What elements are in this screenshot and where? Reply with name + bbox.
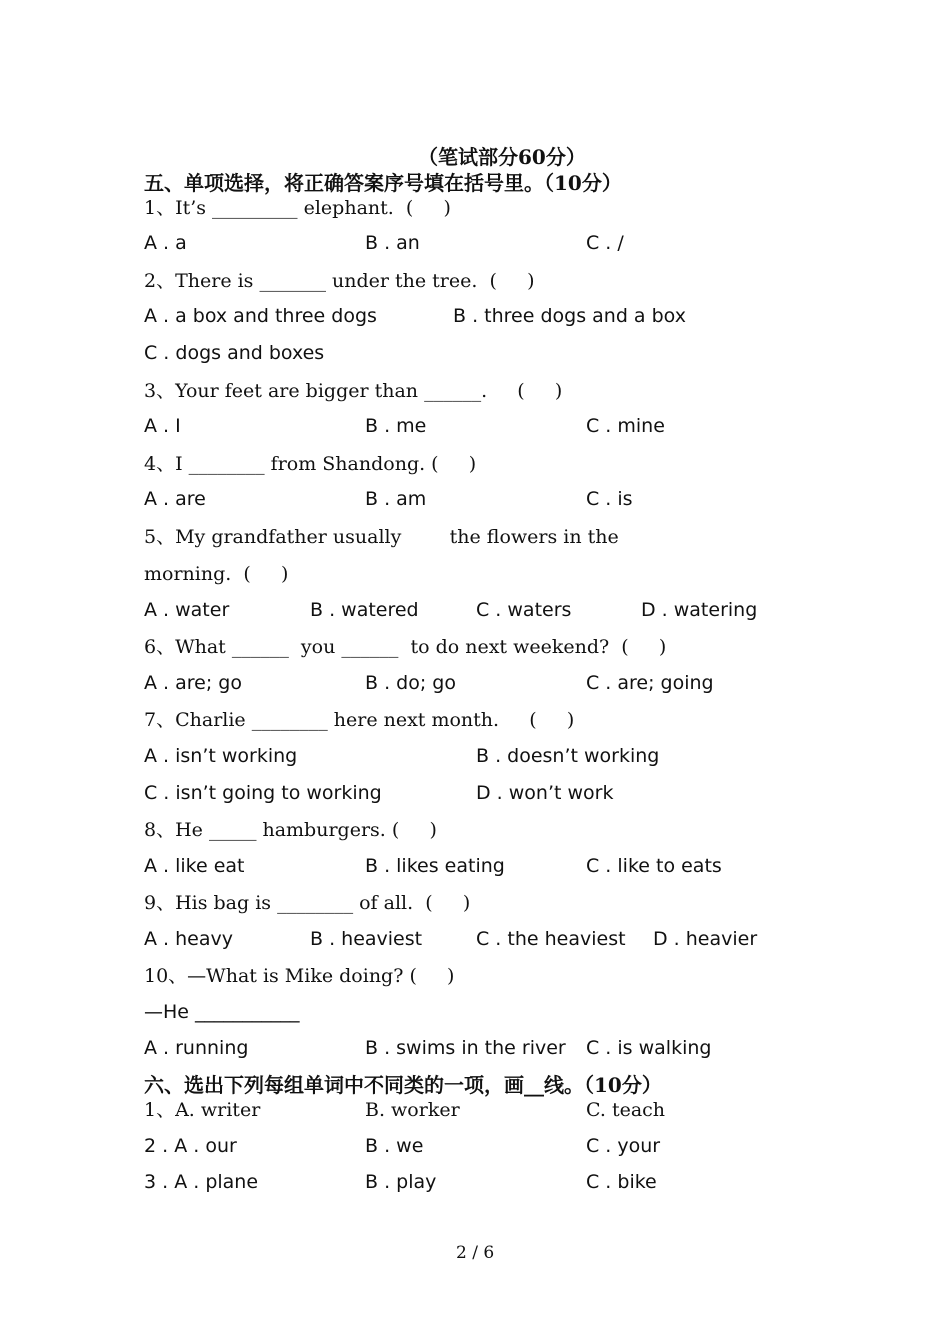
q2-option-a: A . a box and three dogs xyxy=(144,305,377,327)
q9-option-a: A . heavy xyxy=(144,928,233,950)
q5-option-d: D . watering xyxy=(641,599,758,621)
q7-option-a: A . isn’t working xyxy=(144,745,298,767)
s6-row-2-b: B . we xyxy=(365,1135,424,1157)
q7-option-c: C . isn’t going to working xyxy=(144,782,382,804)
q9-option-d: D . heavier xyxy=(653,928,758,950)
s6-row-3-c: C . bike xyxy=(586,1171,657,1193)
page-number: 2 / 6 xyxy=(456,1243,495,1263)
question-10-stem-cont: —He ___________ xyxy=(144,1001,300,1023)
q3-option-a: A . I xyxy=(144,415,181,437)
section-6-heading: 六、选出下列每组单词中不同类的一项，画__线。（10分） xyxy=(144,1073,662,1097)
q9-option-b: B . heaviest xyxy=(310,928,423,950)
question-5-stem: 5、My grandfather usually the flowers in the xyxy=(144,526,619,548)
page-title: （笔试部分60分） xyxy=(418,145,586,169)
question-5-stem-cont: morning. ( ) xyxy=(144,563,289,585)
q10-option-b: B . swims in the river xyxy=(365,1037,566,1059)
s6-row-2-c: C . your xyxy=(586,1135,661,1157)
q6-option-c: C . are; going xyxy=(586,672,714,694)
question-8-stem: 8、He _____ hamburgers. ( ) xyxy=(144,819,437,841)
q5-option-c: C . waters xyxy=(476,599,572,621)
q4-option-a: A . are xyxy=(144,488,206,510)
q7-option-b: B . doesn’t working xyxy=(476,745,660,767)
s6-row-3-a: 3 . A . plane xyxy=(144,1171,259,1193)
q2-option-b: B . three dogs and a box xyxy=(453,305,686,327)
question-7-stem: 7、Charlie ________ here next month. ( ) xyxy=(144,709,575,731)
question-6-stem: 6、What ______ you ______ to do next weekend? ( ) xyxy=(144,636,667,658)
q3-option-b: B . me xyxy=(365,415,427,437)
q6-option-b: B . do; go xyxy=(365,672,456,694)
s6-row-2-a: 2 . A . our xyxy=(144,1135,237,1157)
q5-option-b: B . watered xyxy=(310,599,419,621)
q5-option-a: A . water xyxy=(144,599,230,621)
s6-row-1-b: B. worker xyxy=(365,1099,460,1121)
q8-option-a: A . like eat xyxy=(144,855,245,877)
q1-option-c: C . / xyxy=(586,232,624,254)
q2-option-c: C . dogs and boxes xyxy=(144,342,325,364)
question-10-stem: 10、—What is Mike doing? ( ) xyxy=(144,965,455,987)
question-1-stem: 1、It’s _________ elephant. ( ) xyxy=(144,197,451,219)
q1-option-b: B . an xyxy=(365,232,420,254)
s6-row-1-a: 1、A. writer xyxy=(144,1099,261,1121)
q10-option-c: C . is walking xyxy=(586,1037,712,1059)
q3-option-c: C . mine xyxy=(586,415,665,437)
q4-option-b: B . am xyxy=(365,488,427,510)
s6-row-1-c: C. teach xyxy=(586,1099,666,1121)
q8-option-c: C . like to eats xyxy=(586,855,722,877)
question-4-stem: 4、I ________ from Shandong. ( ) xyxy=(144,453,477,475)
q10-option-a: A . running xyxy=(144,1037,249,1059)
question-9-stem: 9、His bag is ________ of all. ( ) xyxy=(144,892,471,914)
q9-option-c: C . the heaviest xyxy=(476,928,626,950)
question-3-stem: 3、Your feet are bigger than ______. ( ) xyxy=(144,380,563,402)
q1-option-a: A . a xyxy=(144,232,187,254)
q8-option-b: B . likes eating xyxy=(365,855,505,877)
section-5-heading: 五、单项选择，将正确答案序号填在括号里。（10分） xyxy=(144,171,622,195)
question-2-stem: 2、There is _______ under the tree. ( ) xyxy=(144,270,535,292)
q4-option-c: C . is xyxy=(586,488,633,510)
s6-row-3-b: B . play xyxy=(365,1171,437,1193)
q6-option-a: A . are; go xyxy=(144,672,242,694)
q7-option-d: D . won’t work xyxy=(476,782,614,804)
